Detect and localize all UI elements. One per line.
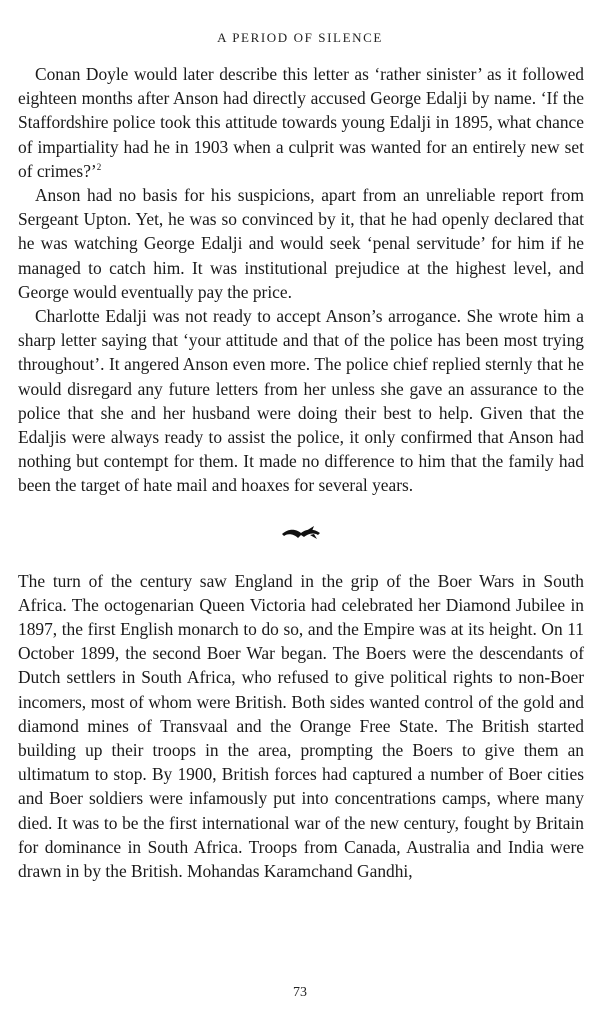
paragraph-4: The turn of the century saw England in the grip of the Boer Wars in South Africa. The octogenarian Queen Victoria had celebrated her Diamond Jubilee in 1897, the first English monarch to do so, and the Empire was at its height. On 11 October 1899, the second Boer War began. The Boers were the descendants of Dutch settlers in South Africa, who refused to give political rights to non-Boer incomers, most of whom were British. Both sides wanted control of the gold and diamond mines of Transvaal and the Orange Free State. The British started building up their troops in the area, prompting the Boers to give them an ultimatum to stop. By 1900, British forces had captured a number of Boer cities and Boer soldiers were infamously put into concentrations camps, where many died. It was to be the first international war of the new century, fought by Britain for dominance in South Africa. Troops from Canada, Australia and India were drawn in by the British. Mohandas Karamchand Gandhi, xyxy=(18,570,584,882)
paragraph-2: Anson had no basis for his suspicions, apart from an unreliable report from Sergeant Upton. Yet, he was so convinced by it, that he had openly declared that he was watching George Edalji and would seek ‘penal servitude’ for him if he managed to catch him. It was institutional prejudice at the highest level, and George would eventually pay the price. xyxy=(18,185,584,302)
body-text xyxy=(18,62,584,883)
page-number: 73 xyxy=(293,985,307,1000)
section-break-ornament xyxy=(18,498,584,569)
paragraph-3: Charlotte Edalji was not ready to accept Anson’s arrogance. She wrote him a sharp letter saying that ‘your attitude and that of the police has been most trying throughout’. It angered Anson even more. The police chief replied sternly that he would disregard any future letters from her unless she gave an assurance to the police that she and her husband were doing their best to help. Given that the Edaljis were always ready to assist the police, it only confirmed that Anson had nothing but contempt for them. It made no difference to him that the family had been the target of hate mail and hoaxes for several years. xyxy=(18,306,584,496)
paragraph-1 xyxy=(18,62,584,183)
running-head: A PERIOD OF SILENCE xyxy=(217,30,383,45)
footnote-marker: 2 xyxy=(96,162,102,173)
paragraph-1-text: Conan Doyle would later describe this letter as ‘rather sinister’ as it followed eighteen months after Anson had directly accused George Edalji by name. ‘If the Staffordshire police took this attitude towards young Edalji in 1895, what chance of impartiality had he in 1903 when a culprit was wanted for an entirely new set of crimes?’ xyxy=(18,64,584,181)
fleuron-icon xyxy=(280,525,322,541)
